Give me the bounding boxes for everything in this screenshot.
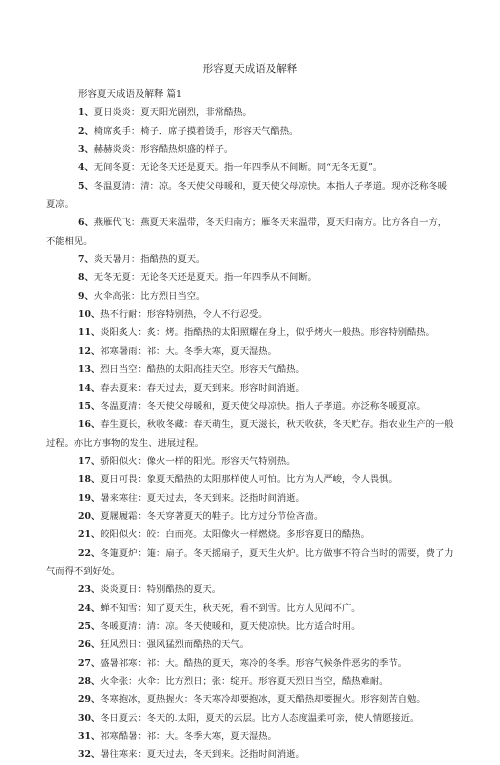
- entry-number: 10、: [78, 309, 101, 321]
- list-item: [46, 710, 454, 728]
- entry-text: 赫赫炎炎：形容酷热炽盛的样子。: [93, 144, 234, 156]
- entry-number: 4、: [78, 162, 94, 174]
- entry-text: 无间冬夏：无论冬天还是夏天。指一年四季从不间断。同“无冬无夏”。: [93, 162, 383, 174]
- document-body: [46, 86, 454, 765]
- entry-number: 17、: [78, 455, 101, 467]
- entry-text: 冬箑夏炉：箑：扇子。冬天摇扇子，夏天生火炉。比方做事不符合当时的需要，费了力气而得不到好处。: [46, 547, 454, 577]
- entry-text: 冬寒抱冰，夏热握火：冬天寒冷却要抱冰，夏天酷热却要握火。形容刻苦自勉。: [100, 694, 426, 706]
- list-item: [46, 655, 454, 673]
- list-item: [46, 600, 454, 618]
- entry-number: 24、: [78, 602, 101, 614]
- list-item: [46, 746, 454, 764]
- entry-text: 炎阳炙人：炙：烤。指酷热的太阳照耀在身上，似乎烤火一般热。形容特别酷热。: [100, 327, 435, 339]
- entry-number: 27、: [78, 657, 101, 669]
- entry-number: 32、: [78, 749, 101, 761]
- list-item: [46, 141, 454, 159]
- entry-number: 28、: [78, 676, 101, 687]
- entry-text: 暑往寒来：夏天过去，冬天到来。泛指时间消逝。: [100, 749, 305, 761]
- entry-number: 26、: [78, 639, 101, 651]
- list-item: [46, 269, 454, 287]
- entry-text: 无冬无夏：无论冬天还是夏天。指一年四季从不间断。: [93, 272, 317, 284]
- list-item: [46, 361, 454, 379]
- list-item: [46, 545, 454, 582]
- entry-number: 5、: [78, 180, 94, 192]
- entry-text: 火伞张：火伞：比方烈日；张：绽开。形容夏天烈日当空，酷热难耐。: [100, 676, 389, 687]
- entry-text: 烈日当空：酷热的太阳高挂天空。形容天气酷热。: [100, 364, 305, 376]
- list-item: [46, 471, 454, 489]
- entry-number: 11、: [78, 327, 101, 339]
- list-item: [46, 728, 454, 746]
- list-item: [46, 526, 454, 544]
- entry-number: 15、: [78, 400, 101, 412]
- list-item: [46, 398, 454, 416]
- entry-number: 14、: [78, 382, 101, 394]
- entry-number: 9、: [78, 290, 94, 302]
- entry-text: 冬日夏云：冬天的.太阳，夏天的云层。比方人态度温柔可亲，使人情愿接近。: [100, 712, 420, 724]
- list-item: [46, 324, 454, 342]
- entry-number: 30、: [78, 712, 101, 724]
- entry-text: 夏日可畏：象夏天酷热的太阳那样使人可怕。比方为人严峻，令人畏惧。: [100, 474, 398, 486]
- entry-number: 6、: [78, 217, 94, 229]
- list-item: [46, 288, 454, 306]
- entry-text: 骄阳似火：像火一样的阳光。形容天气特别热。: [100, 455, 296, 467]
- list-item: [46, 581, 454, 599]
- entry-number: 3、: [78, 144, 94, 156]
- entry-number: 8、: [78, 272, 94, 284]
- entry-text: 蝉不知雪：知了夏天生，秋天死，看不到雪。比方人见闻不广。: [100, 602, 361, 614]
- entry-text: 春生夏长，秋收冬藏：春天萌生，夏天滋长，秋天收获，冬天贮存。指农业生产的一般过程。亦比方事物的发生、进展过程。: [46, 419, 454, 449]
- entry-text: 火伞高张：比方烈日当空。: [93, 290, 206, 302]
- entry-number: 31、: [78, 731, 101, 743]
- entry-text: 祁寒酷暑：祁：大。冬季大寒，夏天湿热。: [100, 731, 277, 743]
- entry-number: 20、: [78, 510, 101, 522]
- entry-number: 7、: [78, 254, 94, 266]
- entry-text: 皎阳似火：皎：白而亮。太阳像火一样燃烧。多形容夏日的酷热。: [100, 529, 370, 541]
- entry-number: 29、: [78, 694, 101, 706]
- entry-text: 热不行耐：形容特别热，令人不行忍受。: [100, 309, 268, 321]
- list-item: [46, 343, 454, 361]
- entry-number: 1、: [78, 107, 94, 119]
- entry-number: 18、: [78, 474, 101, 486]
- entry-number: 19、: [78, 492, 101, 504]
- entry-text: 冬暖夏清：清：凉。冬天使暖和，夏天使凉快。比方适合时用。: [100, 620, 361, 632]
- section-heading: 形容夏天成语及解释 篇1: [78, 89, 183, 100]
- entry-text: 冬温夏清：清：凉。冬天使父母暖和，夏天使父母凉快。本指人子孝道。现亦泛称冬暖夏凉。: [46, 180, 448, 211]
- entry-text: 春去夏来：春天过去，夏天到来。形容时间消逝。: [100, 382, 305, 394]
- list-item: [46, 214, 454, 251]
- list-item: [46, 416, 454, 453]
- list-item: [46, 159, 454, 177]
- entry-number: 12、: [78, 345, 101, 357]
- list-item: [46, 178, 454, 215]
- entry-number: 16、: [78, 419, 101, 431]
- entry-number: 13、: [78, 364, 101, 376]
- entry-number: 21、: [78, 529, 101, 541]
- document-title: 形容夏天成语及解释: [202, 63, 298, 75]
- entry-text: 夏屦履霜：冬天穿著夏天的鞋子。比方过分节俭吝啬。: [100, 510, 324, 522]
- list-item: [46, 251, 454, 269]
- entry-text: 炎炎夏日：特别酷热的夏天。: [100, 584, 222, 596]
- list-item: [46, 453, 454, 471]
- list-item: [46, 123, 454, 141]
- entry-text: 暑来寒往：夏天过去，冬天到来。泛指时间消逝。: [100, 492, 305, 504]
- entry-number: 23、: [78, 584, 101, 596]
- list-item: [46, 618, 454, 636]
- entry-text: 炎天暑月：指酷热的夏天。: [93, 254, 206, 266]
- entry-text: 盛暑祁寒：祁：大。酷热的夏天，寒冷的冬季。形容气候条件恶劣的季节。: [100, 657, 408, 669]
- list-item: [46, 508, 454, 526]
- list-item: [46, 636, 454, 654]
- entry-number: 22、: [78, 547, 101, 559]
- entry-text: 祁寒暑雨：祁：大。冬季大寒，夏天湿热。: [100, 345, 277, 357]
- entry-list: [46, 104, 454, 764]
- entry-text: 椅席炙手：椅子．席子摸着烫手，形容天气酷热。: [93, 125, 299, 137]
- entry-text: 冬温夏清：冬天使父母暖和，夏天使父母凉快。指人子孝道。亦泛称冬暖夏凉。: [100, 400, 426, 412]
- list-item: [46, 104, 454, 122]
- entry-text: 夏日炎炎：夏天阳光剧烈，非常酷热。: [93, 107, 252, 119]
- list-item: [46, 306, 454, 324]
- entry-text: 狂风烈日：强风猛烈而酷热的天气。: [100, 639, 250, 651]
- list-item: [46, 490, 454, 508]
- list-item: [46, 673, 454, 691]
- entry-number: 2、: [78, 125, 94, 137]
- entry-number: 25、: [78, 620, 101, 632]
- list-item: [46, 380, 454, 398]
- entry-text: 燕雁代飞：燕夏天来温带，冬天归南方；雁冬天来温带，夏天归南方。比方各自一方，不能相见。: [46, 217, 448, 247]
